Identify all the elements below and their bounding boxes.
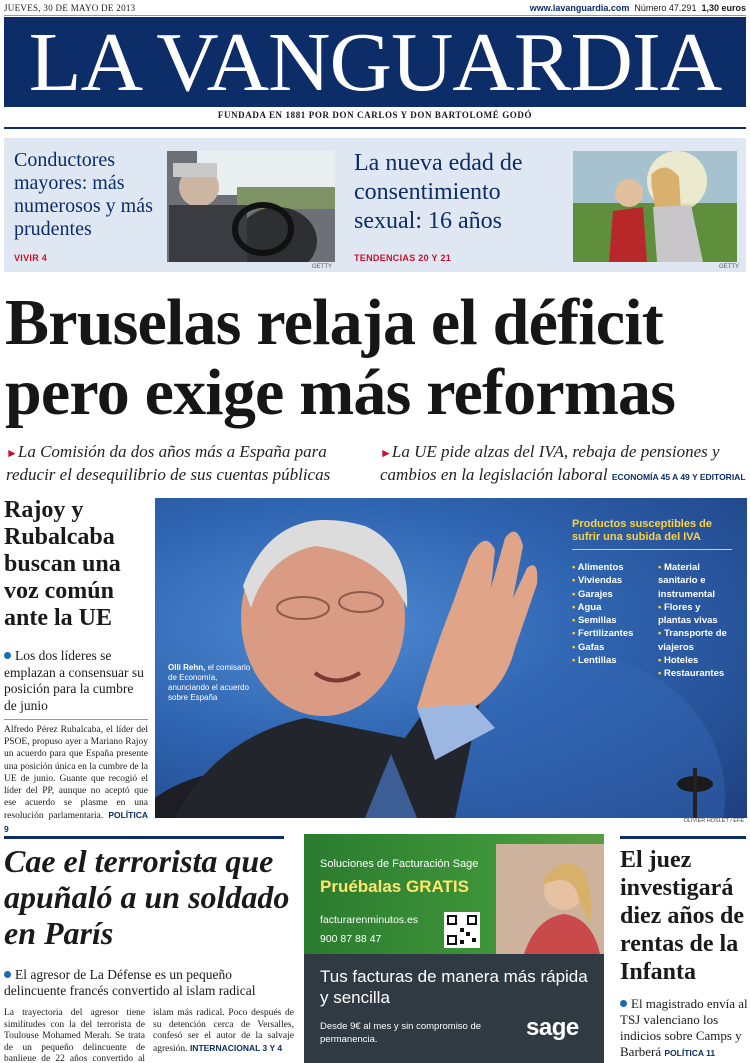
teaser-drivers[interactable] — [4, 138, 356, 272]
rajoy-headline[interactable]: Rajoy y Rubalcaba buscan una voz común ante la UE — [4, 497, 121, 631]
photo-caption: Olli Rehn, el comisario de Economía, anunciando el acuerdo sobre España — [168, 663, 251, 702]
sage-advertisement[interactable] — [304, 834, 604, 1063]
iva-list-right — [658, 561, 736, 681]
ad-phone: 900 87 88 47 — [320, 933, 382, 945]
iva-item: • Semillas — [572, 614, 656, 627]
ad-cta[interactable]: Pruébalas GRATIS — [320, 877, 469, 896]
iva-list-left — [572, 561, 656, 667]
iva-item: • Gafas — [572, 641, 656, 654]
teaser-section: TENDENCIAS 20 Y 21 — [354, 253, 452, 263]
photo-credit: GETTY — [719, 264, 740, 270]
section-rule — [620, 836, 746, 839]
iva-item: • Restaurantes — [658, 667, 736, 680]
main-headline[interactable] — [5, 288, 750, 428]
bullet-icon — [620, 1000, 627, 1007]
youth-couple-photo — [573, 151, 737, 262]
issue-date: JUEVES, 30 DE MAYO DE 2013 — [4, 3, 136, 13]
issue-number: Número 47.291 — [634, 3, 697, 13]
section-rule — [4, 836, 284, 839]
iva-item: • Alimentos — [572, 561, 656, 574]
masthead-rule — [4, 127, 746, 129]
section-ref[interactable]: POLÍTICA 11 — [664, 1048, 716, 1058]
terror-deck: El agresor de La Défense es un pequeño delincuente francés convertido al islam radical — [4, 967, 256, 998]
lead-deck-left: ►La Comisión da dos años más a España para reducir el desequilibrio de sus cuentas públicas — [6, 442, 331, 484]
bullet-icon — [4, 971, 11, 978]
ad-slogan: Tus facturas de manera más rápida y sencilla — [320, 967, 588, 1007]
headline-line-2: pero exige más reformas — [5, 356, 676, 429]
teaser-consent[interactable] — [344, 138, 746, 272]
price: 1,30 euros — [701, 3, 746, 13]
headline-line-1: Bruselas relaja el déficit — [5, 286, 663, 359]
teaser-title: Conductores mayores: más numerosos y más prudentes — [14, 149, 153, 240]
iva-item: • Viviendas — [572, 574, 656, 587]
caption-name: Olli Rehn, — [168, 663, 206, 672]
photo-credit: GETTY — [312, 264, 333, 270]
red-triangle-icon: ► — [6, 446, 18, 460]
top-info-bar — [4, 2, 746, 16]
section-ref[interactable]: POLÍTICA 9 — [4, 810, 148, 834]
section-ref[interactable]: INTERNACIONAL 3 Y 4 — [189, 1042, 283, 1053]
photo-credit: OLIVIER HOSLET / EFE — [683, 818, 744, 824]
iva-item: • Garajes — [572, 588, 656, 601]
terror-body: La trayectoria del agresor tiene similitudes con la del terrorista de Toulouse Mohamed Merah. Se trata de un pequeño delincuente de banlieue de 22 años convertido al islam más radical. Poco después de su detención cerca de Versalles, confesó ser el autor de la salvaje agresión. INTERNACIONAL 3 Y 4 — [4, 1008, 294, 1063]
newspaper-logo: LA VANGUARDIA — [28, 16, 722, 109]
ad-offer: Desde 9€ al mes y sin compromiso de permanencia. — [320, 1021, 482, 1045]
terror-headline[interactable]: Cae el terrorista que apuñaló a un soldado en París — [4, 843, 290, 951]
ad-brand-line: Soluciones de Facturación Sage — [320, 858, 479, 870]
iva-item: • Flores y plantas vivas — [658, 601, 736, 628]
ad-website[interactable]: facturarenminutos.es — [320, 914, 419, 926]
iva-item: • Agua — [572, 601, 656, 614]
masthead — [4, 17, 746, 107]
sage-logo: sage — [526, 1014, 579, 1041]
juez-headline[interactable]: El juez investigará diez años de rentas de la Infanta — [620, 847, 745, 985]
teaser-title: La nueva edad de consentimiento sexual: 16 años — [354, 150, 523, 234]
iva-item: • Lentillas — [572, 654, 656, 667]
bullet-icon — [4, 652, 11, 659]
iva-item: • Hoteles — [658, 654, 736, 667]
driver-photo — [167, 151, 335, 262]
qr-code-icon — [444, 912, 480, 948]
iva-item: • Fertilizantes — [572, 627, 656, 640]
rajoy-deck: Los dos líderes se emplazan a consensuar su posición para la cumbre de junio — [4, 648, 144, 713]
rajoy-body: Alfredo Pérez Rubalcaba, el líder del PSOE, propuso ayer a Mariano Rajoy un acuerdo para que España presente una posición única en la cumbre de la UE de junio. Guante que recogió el líder del PP, aunque no aceptó que ese acuerdo se plasme en una resolución parlamentaria. POLÍTICA 9 — [4, 719, 148, 836]
iva-box-title: Productos susceptibles de sufrir una subida del IVA — [572, 518, 732, 550]
red-triangle-icon: ► — [380, 446, 392, 460]
ad-woman-illustration — [496, 844, 604, 954]
lead-deck-right: ►La UE pide alzas del IVA, rebaja de pensiones y cambios en la legislación laboral ECONOMÍA 45 A 49 Y EDITORIAL — [380, 442, 746, 484]
issue-info — [530, 3, 746, 13]
founded-line: FUNDADA EN 1881 POR DON CARLOS Y DON BARTOLOMÉ GODÓ — [217, 110, 533, 120]
ad-woman-photo — [496, 844, 604, 954]
teaser-section: VIVIR 4 — [14, 253, 48, 263]
iva-item: • Material sanitario e instrumental — [658, 561, 736, 601]
juez-deck: El magistrado envía al TSJ valenciano los indicios sobre Camps y Barberá POLÍTICA 11 — [620, 996, 748, 1059]
iva-products-box — [572, 518, 732, 680]
iva-item: • Transporte de viajeros — [658, 627, 736, 654]
section-ref[interactable]: ECONOMÍA 45 A 49 Y EDITORIAL — [611, 472, 746, 482]
website-link[interactable]: www.lavanguardia.com — [529, 3, 630, 13]
